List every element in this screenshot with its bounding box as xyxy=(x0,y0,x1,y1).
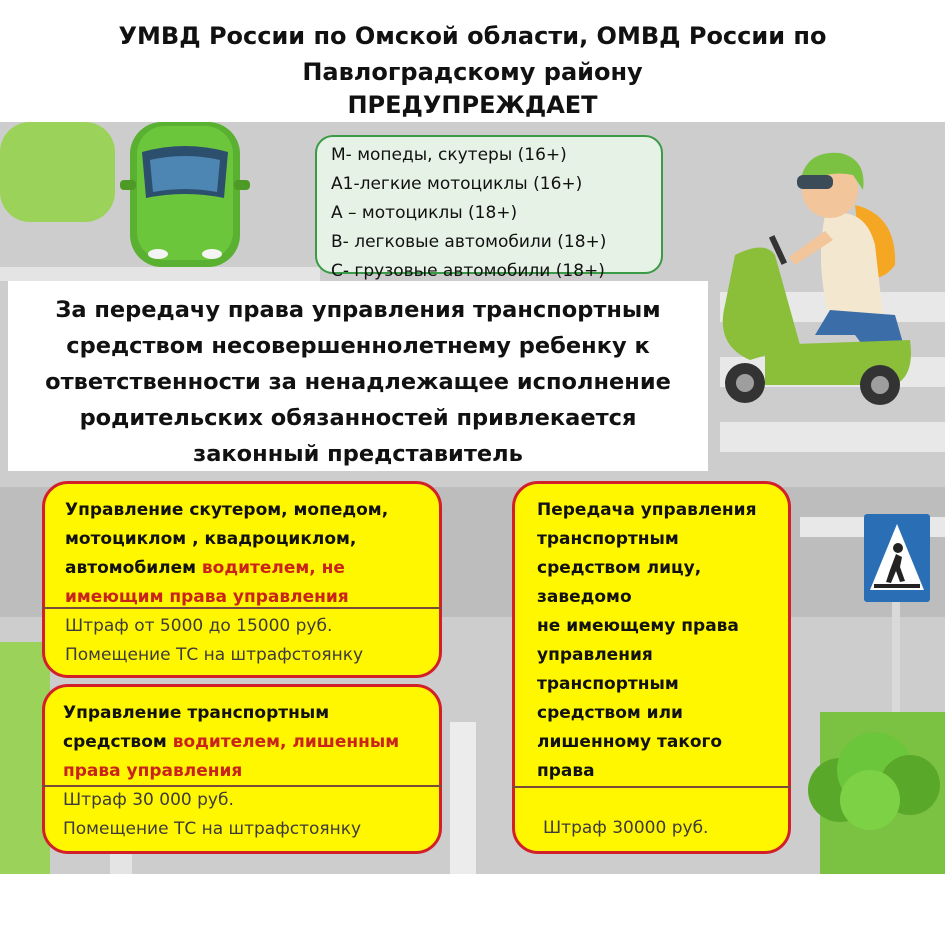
divider-line xyxy=(42,785,442,787)
category-item: А1-легкие мотоциклы (16+) xyxy=(331,174,583,194)
organization-title: УМВД России по Омской области, ОМВД России по Павлоградскому району xyxy=(118,22,827,86)
header xyxy=(0,0,945,122)
divider-line xyxy=(42,607,442,609)
category-item: С- грузовые автомобили (18+) xyxy=(331,261,605,281)
scooter-rider-icon xyxy=(705,145,920,405)
penalty-box-unlicensed: Управление скутером, мопедом, мотоциклом , квадроциклом, автомобилем водителем, не имеющим права управления Штраф от 5000 до 15000 руб. Помещение ТС на штрафстоянку xyxy=(42,481,442,678)
category-item: А – мотоциклы (18+) xyxy=(331,203,518,223)
main-statement: За передачу права управления транспортным средством несовершеннолетнему ребенку к ответственности за ненадлежащее исполнение родительских обязанностей привлекается законный представитель xyxy=(45,297,671,467)
penalty-box-transfer: Передача управления транспортным средством лицу, заведомо не имеющему права управления транспортным средством или лишенному такого права Штраф 30000 руб. xyxy=(512,481,791,854)
grass-patch xyxy=(0,122,115,222)
bottom-white-strip xyxy=(0,874,945,945)
warning-heading: ПРЕДУПРЕЖДАЕТ xyxy=(347,91,598,119)
divider-line xyxy=(512,786,791,788)
green-car-icon xyxy=(120,122,255,272)
fine-amount: Штраф 30000 руб. xyxy=(543,818,709,838)
pedestrian-crossing-sign-icon xyxy=(862,512,932,712)
penalty-box-deprived: Управление транспортным средством водителем, лишенным права управления Штраф 30 000 руб. Помещение ТС на штрафстоянку xyxy=(42,684,442,854)
fine-amount: Штраф от 5000 до 15000 руб. xyxy=(65,616,333,636)
category-item: М- мопеды, скутеры (16+) xyxy=(331,145,567,165)
fine-amount: Штраф 30 000 руб. xyxy=(63,790,234,810)
category-item: В- легковые автомобили (18+) xyxy=(331,232,607,252)
bush-icon xyxy=(800,725,945,835)
impound-note: Помещение ТС на штрафстоянку xyxy=(65,645,364,665)
crossing-stripe xyxy=(450,722,476,874)
crossing-stripe xyxy=(720,422,945,452)
license-categories-box xyxy=(315,135,663,281)
impound-note: Помещение ТС на штрафстоянку xyxy=(63,819,362,839)
